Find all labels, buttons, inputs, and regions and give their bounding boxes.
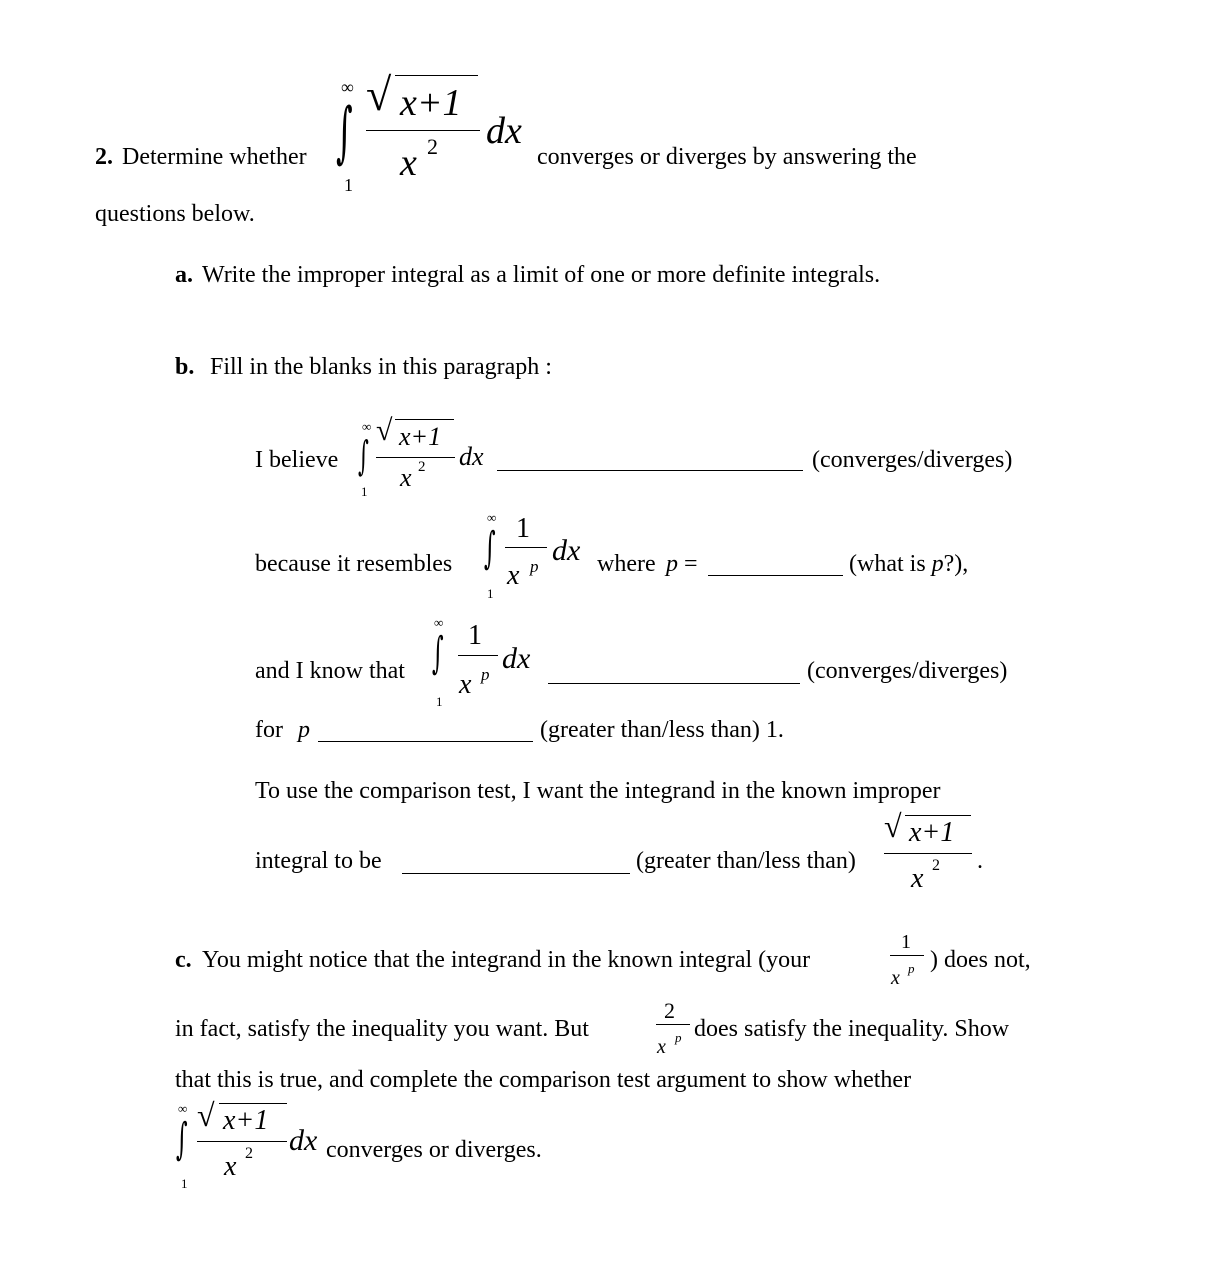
lower-limit: 1 [344,175,353,195]
lower-limit: 1 [181,1176,188,1191]
lower-limit: 1 [487,586,494,601]
hint-text: (what is p?), [849,551,969,577]
question-text-cont: questions below. [95,201,255,227]
numerator: 1 [468,620,482,651]
exponent: p [675,1030,682,1045]
integral-sign: ∫ [336,95,353,171]
blank-converges-2 [548,683,800,684]
resembles-text: because it resembles [255,551,453,577]
numerator: 1 [901,931,911,953]
upper-limit: ∞ [178,1101,188,1116]
dx: dx [552,534,581,567]
part-b-text: Fill in the blanks in this paragraph : [210,354,552,380]
denominator: x [224,1151,237,1182]
question-number: 2. [95,144,113,170]
dx: dx [502,642,531,675]
exponent: 2 [418,459,426,475]
blank-greater-less-2 [402,873,630,874]
know-text: and I know that [255,658,405,684]
hint-text: (greater than/less than) 1. [540,717,784,743]
exponent: 2 [245,1145,253,1162]
blank-greater-less [318,741,533,742]
exponent: 2 [932,857,940,874]
dx: dx [459,442,484,471]
part-c-label: c. [175,947,192,973]
numerator: x+1 [223,1105,269,1136]
radical-icon: √ [376,414,393,447]
denominator: x [400,142,417,184]
numerator: x+1 [400,82,462,124]
numerator: 2 [664,998,675,1023]
numerator: x+1 [399,422,442,451]
hint-text: (converges/diverges) [812,447,1013,473]
comparison-text: To use the comparison test, I want the integrand in the known improper [255,778,941,804]
numerator: 1 [516,513,530,544]
lower-limit: 1 [436,694,443,709]
exponent: p [530,557,539,576]
integral-sign: ∫ [432,627,444,679]
blank-p [708,575,843,576]
integral-sign: ∫ [358,433,369,481]
integral-sign: ∫ [484,522,496,574]
upper-limit: ∞ [434,615,444,630]
exponent: 2 [427,134,438,159]
believe-text: I believe [255,447,339,473]
blank-converges [497,470,803,471]
denominator: x [507,560,520,591]
denominator: x [459,669,472,700]
upper-limit: ∞ [362,419,372,434]
denominator: x [911,863,924,894]
part-b-label: b. [175,354,195,380]
question-text-cont: converges or diverges by answering the [537,144,917,170]
exponent: p [481,665,490,684]
integral-sign: ∫ [176,1113,188,1165]
exponent: p [908,961,915,976]
denominator: x [400,463,412,492]
radical-icon: √ [197,1097,215,1133]
numerator: x+1 [909,817,955,848]
hint-text: (converges/diverges) [807,658,1008,684]
radical-icon: √ [366,69,392,120]
part-a-label: a. [175,262,193,288]
denominator: x [891,967,900,989]
upper-limit: ∞ [341,77,354,97]
lower-limit: 1 [361,484,368,499]
radical-icon: √ [884,808,902,844]
question-text: Determine whether [122,144,307,170]
denominator: x [657,1036,666,1058]
hint-text: (greater than/less than) [636,848,856,874]
dx: dx [289,1124,318,1157]
dx: dx [486,110,522,152]
part-a-text: Write the improper integral as a limit of one or more definite integrals. [202,262,881,288]
upper-limit: ∞ [487,510,497,525]
